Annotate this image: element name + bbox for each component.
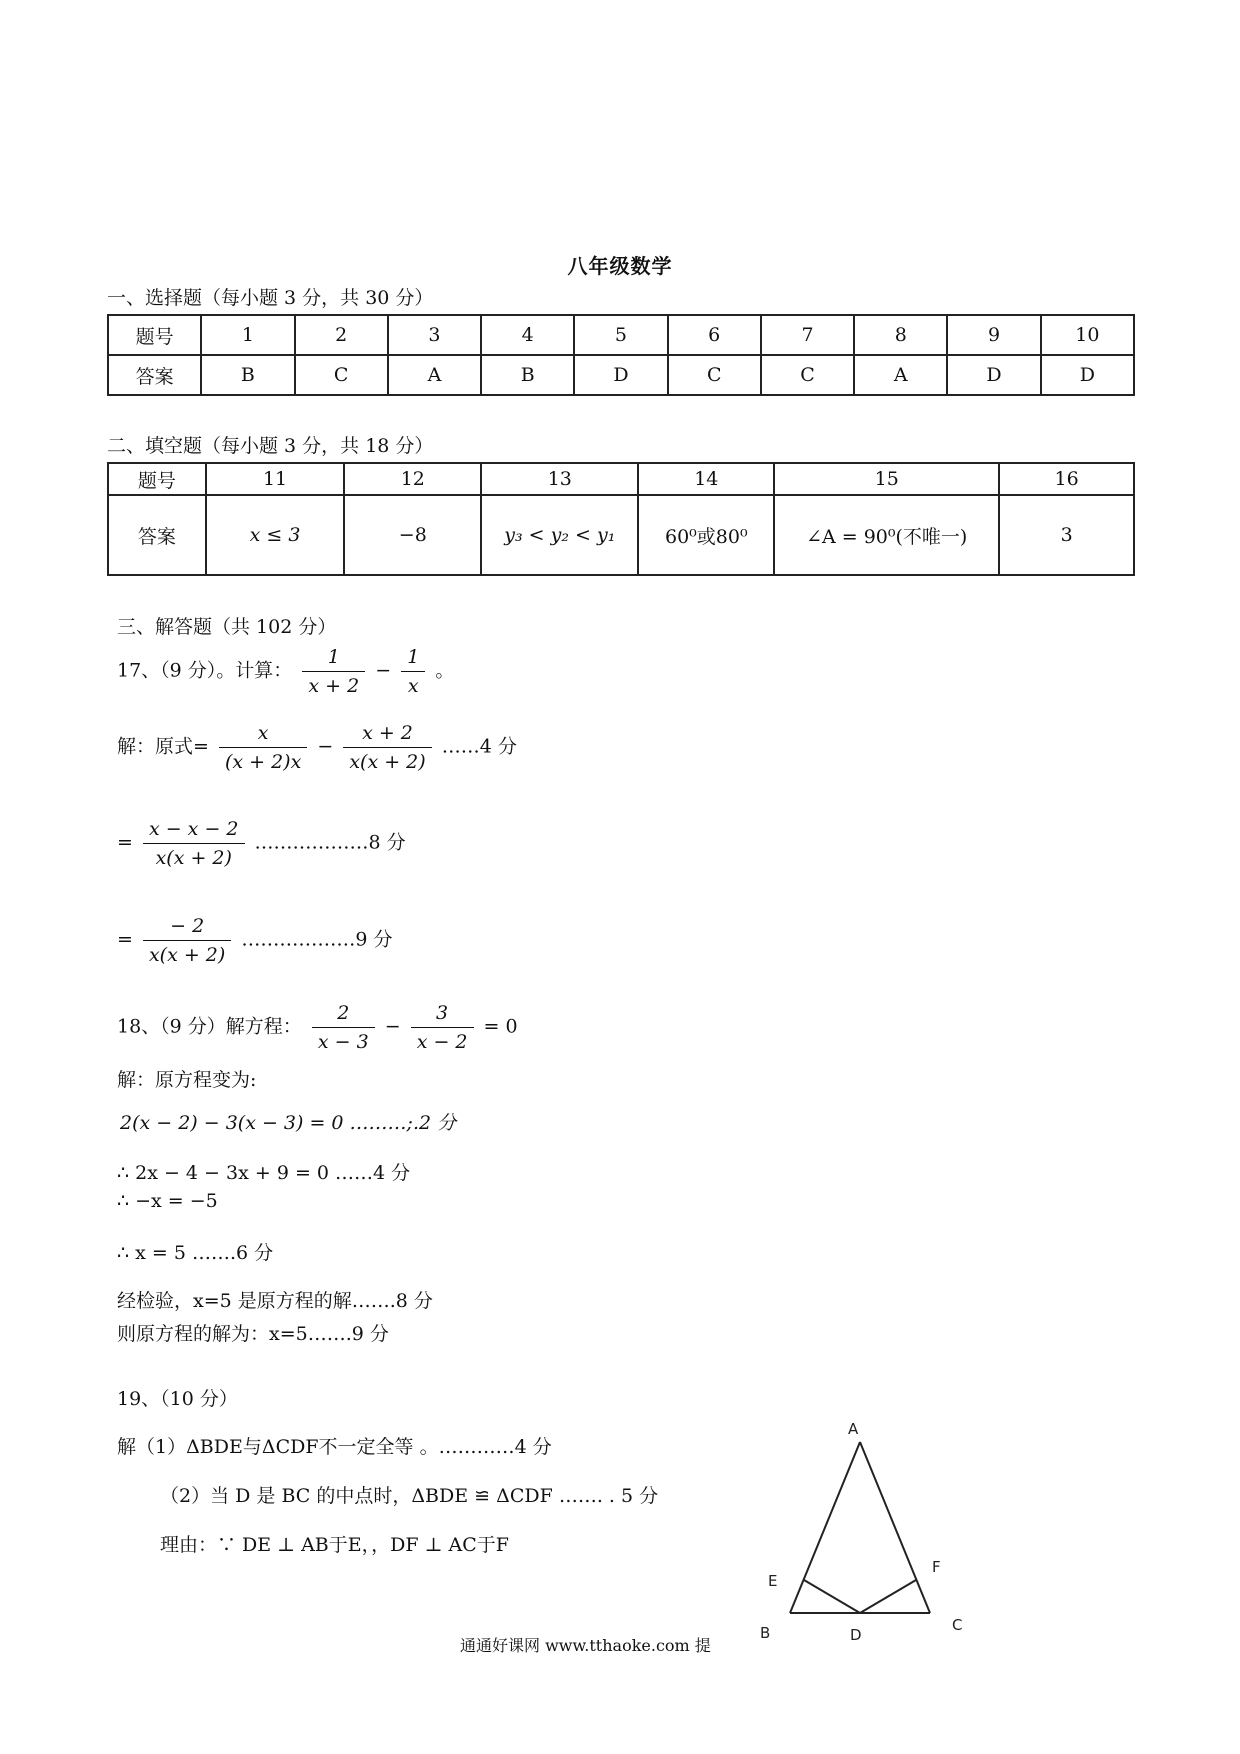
table-cell: 3 [388,315,481,355]
equals: = 0 [483,1015,518,1038]
operator: − [375,659,392,682]
table-cell: 9 [947,315,1040,355]
q17-step2 [117,818,406,869]
table-cell: 7 [761,315,854,355]
section1-heading: 一、选择题（每小题 3 分，共 30 分） [107,287,434,309]
label-d: D [850,1626,862,1644]
table-cell: C [761,355,854,395]
section2-heading: 二、填空题（每小题 3 分，共 18 分） [107,435,434,457]
numerator: 1 [401,646,425,672]
denominator: x [407,675,419,697]
table-cell: 1 [201,315,294,355]
table-header-cell: 答案 [108,495,206,575]
fill-answer-table [107,462,1135,576]
table-cell: C [295,355,388,395]
table-cell: 60⁰或80⁰ [638,495,774,575]
side-ab [790,1442,860,1613]
table-cell: 11 [206,463,345,495]
table-cell: D [947,355,1040,395]
table-cell: 3 [999,495,1134,575]
fraction [143,818,245,869]
triangle-figure [740,1420,980,1650]
q19-line1: 解（1）ΔBDE与ΔCDF不一定全等 。…………4 分 [117,1436,552,1458]
fraction [411,1002,474,1053]
table-cell: y₃ < y₂ < y₁ [481,495,638,575]
q18-line7: 则原方程的解为：x=5…….9 分 [117,1323,389,1345]
denominator: (x + 2)x [224,751,302,773]
table-cell: 2 [295,315,388,355]
denominator: x − 2 [416,1031,468,1053]
question-18 [117,1002,518,1053]
table-cell: 10 [1041,315,1134,355]
table-cell: A [388,355,481,395]
fraction [219,722,307,773]
q18-line3: ∴ 2x − 4 − 3x + 9 = 0 ……4 分 [117,1162,411,1184]
table-cell: 5 [574,315,667,355]
q19-line3: 理由：∵ DE ⊥ AB于E，，DF ⊥ AC于F [160,1534,509,1556]
label-a: A [848,1420,859,1438]
numerator: x [219,722,307,748]
numerator: x + 2 [343,722,431,748]
numerator: 2 [312,1002,375,1028]
table-row [108,495,1134,575]
table-header-cell: 题号 [108,315,201,355]
label-e: E [768,1572,778,1590]
footer-watermark: 通通好课网 www.tthaoke.com 提 [460,1636,711,1655]
operator: − [384,1015,401,1038]
table-cell: C [668,355,761,395]
q18-line5: ∴ x = 5 …….6 分 [117,1242,274,1264]
question-label: 18、（9 分）解方程： [117,1015,302,1038]
q18-line6: 经检验，x=5 是原方程的解…….8 分 [117,1290,433,1312]
q19-line2: （2）当 D 是 BC 的中点时，ΔBDE ≌ ΔCDF ……. . 5 分 [160,1485,659,1507]
fraction [401,646,425,697]
table-cell: D [1041,355,1134,395]
section3-heading: 三、解答题（共 102 分） [117,616,337,638]
label-b: B [760,1624,771,1642]
fraction [302,646,365,697]
fraction [143,915,231,966]
table-cell: A [854,355,947,395]
fraction [343,722,431,773]
numerator: 1 [302,646,365,672]
table-cell: 14 [638,463,774,495]
side-ac [860,1442,930,1613]
table-cell: B [201,355,294,395]
segment-df [860,1580,916,1613]
table-cell: 6 [668,315,761,355]
table-cell: 15 [774,463,999,495]
step-prefix: = [117,928,133,951]
table-cell: D [574,355,667,395]
q17-step1 [117,722,517,773]
table-header-cell: 答案 [108,355,201,395]
numerator: 3 [411,1002,474,1028]
label-c: C [952,1616,963,1634]
table-cell: 8 [854,315,947,355]
table-cell: B [481,355,574,395]
step-prefix: = [117,831,133,854]
choice-answer-table [107,314,1135,396]
table-cell: 16 [999,463,1134,495]
table-header-cell: 题号 [108,463,206,495]
table-row [108,315,1134,355]
table-cell: 13 [481,463,638,495]
segment-de [804,1580,860,1613]
table-row [108,355,1134,395]
table-cell: ∠A = 90⁰(不唯一) [774,495,999,575]
table-cell: 4 [481,315,574,355]
question-17 [117,646,454,697]
denominator: x(x + 2) [349,751,426,773]
score-note: ………………9 分 [241,928,393,951]
table-cell: −8 [344,495,481,575]
question-19: 19、（10 分） [117,1388,238,1410]
table-cell: x ≤ 3 [206,495,345,575]
table-cell: 12 [344,463,481,495]
question-label: 17、（9 分）。计算： [117,659,293,682]
numerator: − 2 [143,915,231,941]
denominator: x(x + 2) [155,847,232,869]
denominator: x(x + 2) [148,944,226,966]
score-note: ………………8 分 [254,831,406,854]
q18-line2: 2(x − 2) − 3(x − 3) = 0 ………;.2 分 [120,1112,457,1134]
numerator: x − x − 2 [143,818,245,844]
page-title: 八年级数学 [567,254,673,278]
fraction [312,1002,375,1053]
label-f: F [932,1558,941,1576]
q17-step3 [117,915,393,966]
q18-line4: ∴ −x = −5 [117,1190,218,1212]
denominator: x + 2 [308,675,360,697]
operator: − [317,735,334,758]
step-prefix: 解：原式= [117,735,209,758]
table-row [108,463,1134,495]
denominator: x − 3 [317,1031,369,1053]
score-note: ……4 分 [441,735,517,758]
q18-line1: 解：原方程变为: [117,1069,257,1091]
punct: 。 [435,659,455,682]
